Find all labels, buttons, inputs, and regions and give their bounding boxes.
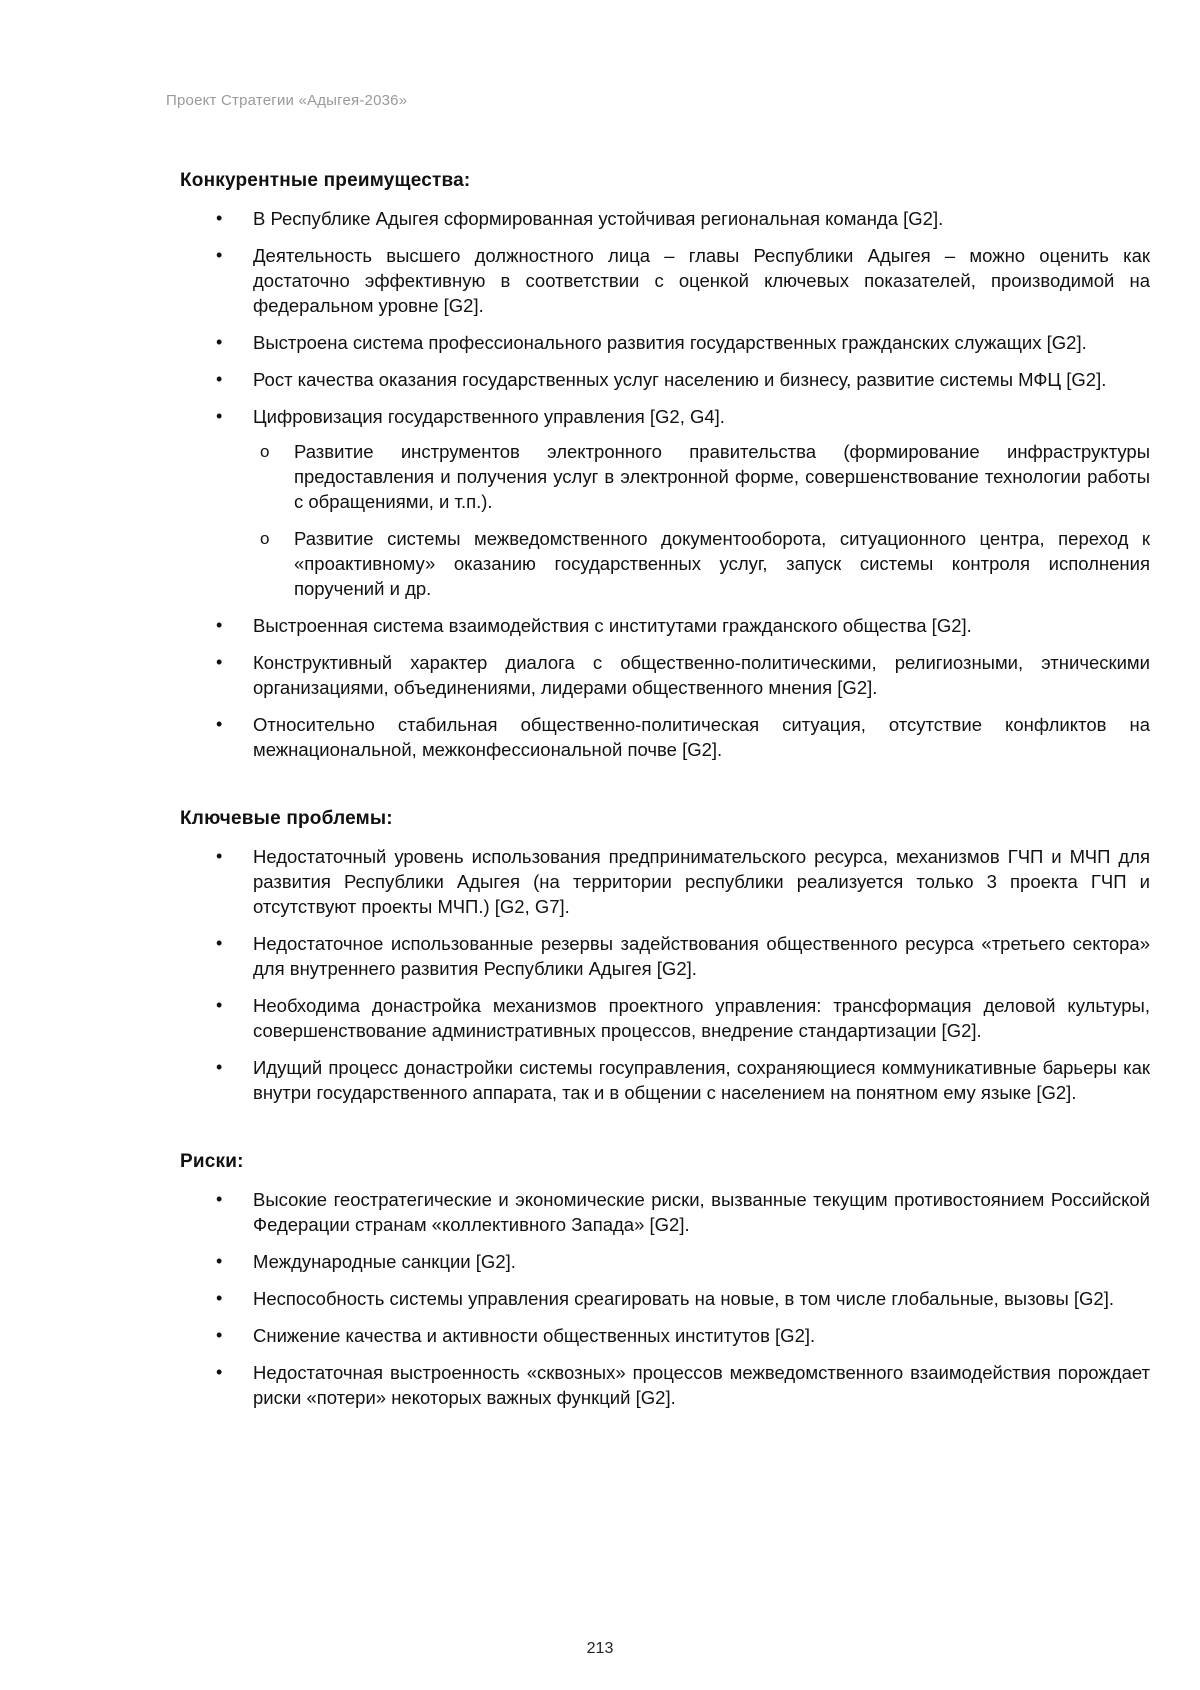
section-title: Конкурентные преимущества: (180, 170, 471, 191)
list-item-text: Снижение качества и активности общественных институтов [G2]. (253, 1325, 816, 1346)
list-item-text: Деятельность высшего должностного лица – главы Республики Адыгея – можно оценить как достаточно эффективную в соответствии с оценкой ключевых показателей, производимой на федеральном уровне [G2]. (253, 245, 1150, 316)
list-item (180, 330, 1150, 355)
bullet-icon: • (216, 208, 223, 228)
list-item-text: Необходима донастройка механизмов проектного управления: трансформация деловой культуры, совершенствование административных процессов, внедрение стандартизации [G2]. (253, 995, 1150, 1041)
section-spacer (180, 774, 1150, 808)
list-item (180, 931, 1150, 981)
list-item-text: Высокие геостратегические и экономические риски, вызванные текущим противостоянием Российской Федерации странам «коллективного Запада» [G2]. (253, 1189, 1150, 1235)
list-item-text: Международные санкции [G2]. (253, 1251, 516, 1272)
list-item-text: Выстроена система профессионального развития государственных гражданских служащих [G2]. (253, 332, 1087, 353)
list-item (180, 1360, 1150, 1410)
bullet-icon: • (216, 933, 223, 953)
list-item (180, 1286, 1150, 1311)
list-item-text: Рост качества оказания государственных услуг населению и бизнесу, развитие системы МФЦ [G2]. (253, 369, 1107, 390)
list-item (180, 1323, 1150, 1348)
list-item (180, 613, 1150, 638)
bullet-list (180, 844, 1150, 1105)
list-item (180, 993, 1150, 1043)
bullet-icon: • (216, 1325, 223, 1345)
section-title: Ключевые проблемы: (180, 808, 393, 829)
list-item (180, 844, 1150, 919)
sub-list-item-text: Развитие инструментов электронного правительства (формирование инфраструктуры предоставления и получения услуг в электронной форме, совершенствование технологии работы с обращениями, и т.п.). (294, 441, 1150, 512)
bullet-icon: • (216, 1057, 223, 1077)
list-item (180, 1187, 1150, 1237)
sub-list-item-text: Развитие системы межведомственного документооборота, ситуационного центра, переход к «проактивному» оказанию государственных услуг, запуск системы контроля исполнения поручений и др. (294, 528, 1150, 599)
list-item (180, 712, 1150, 762)
bullet-icon: • (216, 615, 223, 635)
bullet-list (180, 206, 1150, 762)
list-item-text: Выстроенная система взаимодействия с институтами гражданского общества [G2]. (253, 615, 972, 636)
page-number: 213 (586, 1640, 614, 1657)
list-item-text: Конструктивный характер диалога с общественно-политическими, религиозными, этническими организациями, объединениями, лидерами общественного мнения [G2]. (253, 652, 1150, 698)
list-item-text: Идущий процесс донастройки системы госуправления, сохраняющиеся коммуникативные барьеры как внутри государственного аппарата, так и в общении с населением на понятном ему языке [G2]. (253, 1057, 1150, 1103)
bullet-icon: • (216, 995, 223, 1015)
bullet-icon: • (216, 406, 223, 426)
list-item (180, 243, 1150, 318)
running-header: Проект Стратегии «Адыгея-2036» (166, 92, 408, 109)
section-risks (180, 1151, 1150, 1410)
bullet-icon: • (216, 245, 223, 265)
list-item (180, 1249, 1150, 1274)
list-item-text: Неспособность системы управления среагировать на новые, в том числе глобальные, вызовы [G2]. (253, 1288, 1114, 1309)
list-item-text: Недостаточное использованные резервы задействования общественного ресурса «третьего сектора» для внутреннего развития Республики Адыгея [G2]. (253, 933, 1150, 979)
bullet-icon: • (216, 846, 223, 866)
list-item-text: Недостаточная выстроенность «сквозных» процессов межведомственного взаимодействия порождает риски «потери» некоторых важных функций [G2]. (253, 1362, 1150, 1408)
sub-list-item (253, 439, 1150, 514)
sub-list (253, 439, 1150, 601)
list-item (180, 206, 1150, 231)
list-item-text: Относительно стабильная общественно-политическая ситуация, отсутствие конфликтов на межнациональной, межконфессиональной почве [G2]. (253, 714, 1150, 760)
section-key-problems (180, 808, 1150, 1105)
list-item-text: Цифровизация государственного управления [G2, G4]. (253, 406, 725, 427)
bullet-icon: • (216, 1288, 223, 1308)
bullet-icon: • (216, 332, 223, 352)
bullet-icon: • (216, 714, 223, 734)
list-item-text: Недостаточный уровень использования предпринимательского ресурса, механизмов ГЧП и МЧП для развития Республики Адыгея (на территории республики реализуется только 3 проекта ГЧП и отсутствуют проекты МЧП.) [G2, G7]. (253, 846, 1150, 917)
bullet-list (180, 1187, 1150, 1410)
bullet-icon: • (216, 1251, 223, 1271)
page-content (180, 170, 1150, 1422)
list-item (180, 650, 1150, 700)
section-title: Риски: (180, 1151, 244, 1172)
list-item (180, 404, 1150, 601)
list-item-text: В Республике Адыгея сформированная устойчивая региональная команда [G2]. (253, 208, 944, 229)
bullet-icon: • (216, 1362, 223, 1382)
circle-bullet-icon: o (260, 529, 270, 548)
bullet-icon: • (216, 369, 223, 389)
sub-list-item (253, 526, 1150, 601)
circle-bullet-icon: o (260, 442, 270, 461)
list-item (180, 1055, 1150, 1105)
section-spacer (180, 1117, 1150, 1151)
list-item (180, 367, 1150, 392)
bullet-icon: • (216, 652, 223, 672)
section-competitive-advantages (180, 170, 1150, 762)
bullet-icon: • (216, 1189, 223, 1209)
